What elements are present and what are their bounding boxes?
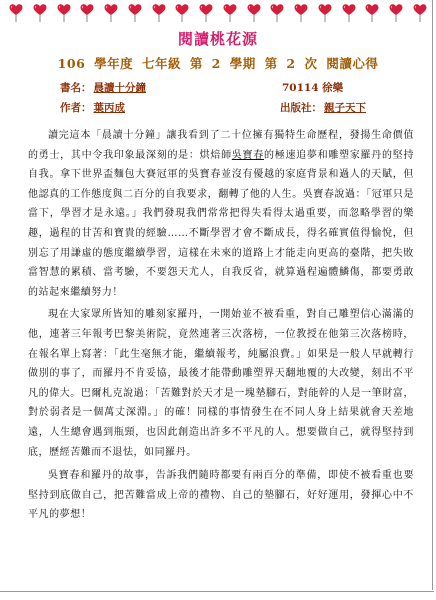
- heart-icon: [198, 3, 214, 23]
- author-name: 葉丙成: [93, 102, 125, 114]
- page-border-right: [432, 0, 433, 590]
- heart-icon: [79, 3, 95, 23]
- heart-icon: [317, 3, 333, 23]
- book-title: 晨讀十分鐘: [93, 82, 146, 94]
- paragraph-1-start: 讀完這本「晨讀十分鐘」讓我看到了二十位擁有獨特生命歷程，發揚生命價值的勇士，其中令我印象最深刻的是：烘焙師: [28, 130, 414, 161]
- heart-icon: [8, 3, 24, 23]
- book-info: [60, 80, 146, 95]
- heart-icon: [32, 3, 48, 23]
- publisher-label: 出版社：: [280, 102, 322, 114]
- heart-icon: [127, 3, 143, 23]
- publisher-name: 親子天下: [324, 102, 366, 114]
- page-subtitle: 106 學年度 七年級 第 2 學期 第 2 次 閱讀心得: [57, 56, 379, 71]
- heart-icon: [151, 3, 167, 23]
- heart-icon: [388, 3, 404, 23]
- heart-icon: [293, 3, 309, 23]
- book-label: 書名：: [60, 82, 92, 94]
- underlined-name: 吳寶春: [231, 149, 264, 161]
- publisher-info: [280, 100, 366, 115]
- student-id-name: 70114 徐樂: [282, 82, 344, 94]
- heart-icon: [341, 3, 357, 23]
- paragraph-1-rest: 的極速追夢和雕塑家羅丹的堅持自我。拿下世界盃麵包大賽冠軍的吳寶春並沒有優越的家庭背景和過人的天賦，但他認真的工作態度與二百分的自我要求，翻轉了他的人生。吳寶春說過：「冠軍只是當下，學習才是永遠。」我們發現我們常常把得失看得太過重要，而忽略學習的樂趣，過程的甘苦和寶貴的經驗……不斷學習才會不斷成長，得名確實值得愉悅，但別忘了用謙虛的態度繼續學習，這樣在未來的道路上才能走向更高的臺階，把失敗當智慧的累積、當考驗，不要怨天尤人，自我反省，就算過程遍體鱗傷，都要勇敢的站起來繼續努力！: [28, 149, 414, 298]
- author-info: [60, 100, 125, 115]
- page-border-bottom: [0, 591, 434, 592]
- heart-icon: [174, 3, 190, 23]
- heart-icon: [56, 3, 72, 23]
- heart-icon: [364, 3, 380, 23]
- student-info: [282, 80, 343, 95]
- paragraph-2: 現在大家眾所皆知的雕刻家羅丹，一開始並不被看重，對自己雕塑信心滿滿的他，連著三年報考巴黎美術院，竟然連著三次落榜，一位教授在他第三次落榜時，在報名單上寫著：「此生毫無才能，繼續報考，純屬浪費。」如果是一般人早就轉行做別的事了，而羅丹不肯妥協，最後才能帶動雕塑界天翻地覆的大改變，刻出不平凡的偉大。巴爾札克說過：「苦難對於天才是一塊墊腳石，對能幹的人是一筆財富，對於弱者是一個萬丈深淵。」的確！同樣的事情發生在不同人身上結果就會天差地遠，人生總會遇到瓶頸，也因此創造出許多不平凡的人。想要做自己，就得堅持到底，歷經苦難而不退怯，如同羅丹。: [28, 309, 414, 458]
- author-label: 作者：: [60, 102, 92, 114]
- essay-body: [28, 126, 414, 525]
- paragraph-1: [28, 126, 414, 302]
- heart-icon: [269, 3, 285, 23]
- heart-icon: [246, 3, 262, 23]
- heart-border: [8, 3, 428, 23]
- heart-icon: [412, 3, 428, 23]
- heart-icon: [222, 3, 238, 23]
- heart-icon: [103, 3, 119, 23]
- paragraph-3: 吳寶春和羅丹的故事，告訴我們隨時都要有兩百分的準備，即使不被看重也要堅持到底做自己，把苦難當成上帝的禮物、自己的墊腳石，好好運用，發揮心中不平凡的夢想！: [28, 470, 414, 521]
- page-title: 閱讀桃花源: [177, 30, 258, 48]
